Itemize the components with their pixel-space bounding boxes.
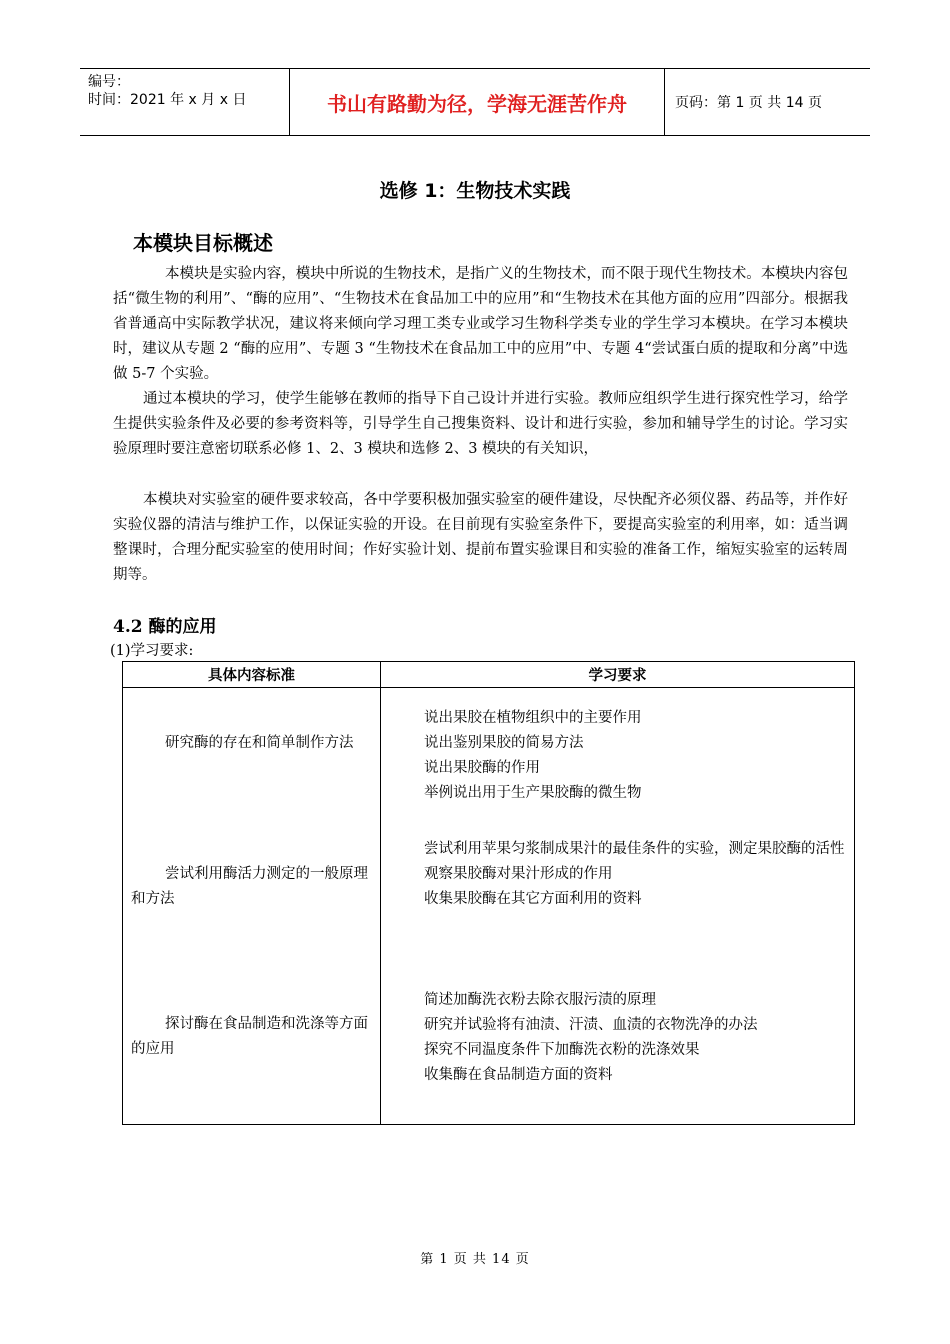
content-standard: 探讨酶在食品制造和洗涤等方面的应用 <box>131 1016 368 1057</box>
page-label: 页码：第 1 页 共 14 页 <box>665 69 871 136</box>
requirement-group <box>390 837 856 912</box>
requirement-group <box>390 706 856 806</box>
requirements-cell <box>381 688 855 1125</box>
paragraph: 通过本模块的学习，使学生能够在教师的指导下自己设计并进行实验。教师应组织学生进行探究性学习，给学生提供实验条件及必要的参考资料等，引导学生自己搜集资料、设计和进行实验，参加和辅导学生的讨论。学习实验原理时要注意密切联系必修 1、2、3 模块和选修 2、3 模块的有关知识， <box>113 391 848 457</box>
requirement-item: 收集果胶酶在其它方面利用的资料 <box>424 891 642 907</box>
document-title: 选修 1：生物技术实践 <box>379 180 571 202</box>
page-footer: 第 1 页 共 14 页 <box>420 1252 530 1267</box>
table-header-row <box>123 662 855 688</box>
requirement-item: 收集酶在食品制造方面的资料 <box>424 1067 613 1083</box>
requirement-item: 说出果胶在植物组织中的主要作用 <box>424 710 642 726</box>
requirement-item: 说出果胶酶的作用 <box>424 760 540 776</box>
table-header-cell: 学习要求 <box>381 662 855 688</box>
paragraph: 本模块是实验内容，模块中所说的生物技术，是指广义的生物技术，而不限于现代生物技术。本模块内容包括“微生物的利用”、“酶的应用”、“生物技术在食品加工中的应用”和“生物技术在其他方面的应用”四部分。根据我省普通高中实际教学状况，建议将来倾向学习理工类专业或学习生物科学类专业的学生学习本模块。在学习本模块时，建议从专题 2 “酶的应用”、专题 3 “生物技术在食品加工中的应用”中、专题 4“尝试蛋白质的提取和分离”中选做 5-7 个实验。 <box>113 266 848 382</box>
document-header <box>80 68 870 136</box>
requirement-group <box>390 988 856 1088</box>
requirement-item: 举例说出用于生产果胶酶的微生物 <box>424 785 642 801</box>
requirement-item: 研究并试验将有油渍、汗渍、血渍的衣物洗净的办法 <box>424 1017 758 1033</box>
subsection-title: 4.2 酶的应用 <box>113 617 217 637</box>
requirement-item: 简述加酶洗衣粉去除衣服污渍的原理 <box>424 992 656 1008</box>
number-label: 编号： <box>88 74 130 90</box>
requirement-item: 探究不同温度条件下加酶洗衣粉的洗涤效果 <box>424 1042 700 1058</box>
paragraph: 本模块对实验室的硬件要求较高，各中学要积极加强实验室的硬件建设，尽快配齐必须仪器、药品等，并作好实验仪器的清洁与维护工作，以保证实验的开设。在目前现有实验室条件下，要提高实验室的利用率，如：适当调整课时，合理分配实验室的使用时间；作好实验计划、提前布置实验课目和实验的准备工作，缩短实验室的运转周期等。 <box>113 492 848 583</box>
requirement-item: 尝试利用苹果匀浆制成果汁的最佳条件的实验，测定果胶酶的活性 <box>424 841 845 857</box>
header-meta-cell <box>80 69 290 136</box>
content-standard: 尝试利用酶活力测定的一般原理和方法 <box>131 866 368 907</box>
content-standard: 研究酶的存在和简单制作方法 <box>165 735 354 751</box>
requirements-table <box>122 661 855 1125</box>
content-standards-cell <box>123 688 381 1125</box>
table-row <box>123 688 855 1125</box>
section-title: 本模块目标概述 <box>133 231 273 255</box>
requirement-item: 说出鉴别果胶的简易方法 <box>424 735 584 751</box>
table-header-cell: 具体内容标准 <box>123 662 381 688</box>
requirement-item: 观察果胶酶对果汁形成的作用 <box>424 866 613 882</box>
time-label: 时间：2021 年 x 月 x 日 <box>88 92 247 108</box>
subsection-label: (1)学习要求: <box>110 643 194 659</box>
motto: 书山有路勤为径，学海无涯苦作舟 <box>290 69 665 136</box>
